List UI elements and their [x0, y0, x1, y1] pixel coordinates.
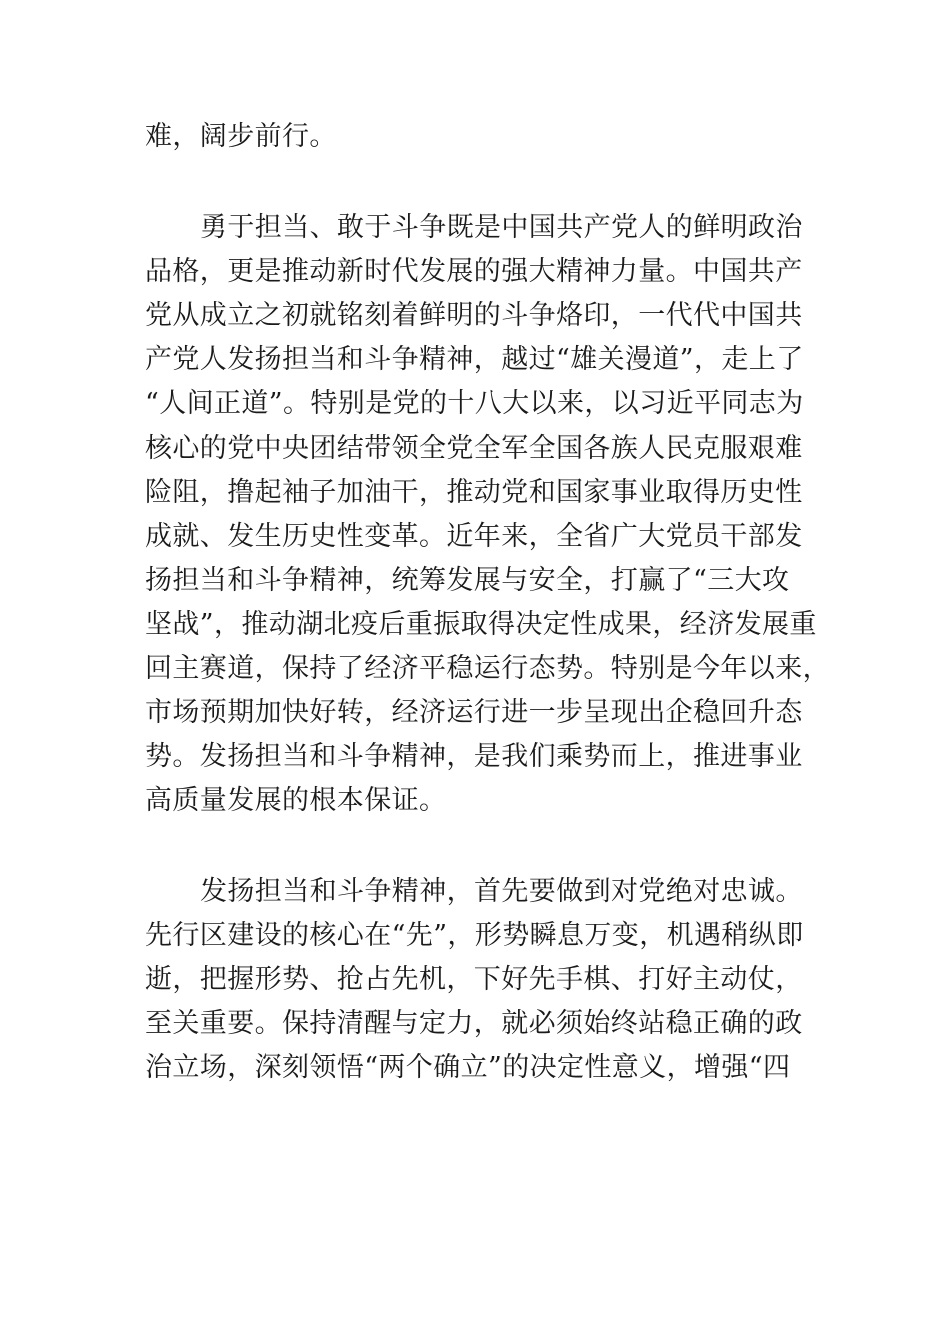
text-line: 难，阔步前行。 [145, 121, 337, 152]
text-line: 回主赛道，保持了经济平稳运行态势。特别是今年以来， [145, 653, 830, 684]
text-line: 治立场，深刻领悟“两个确立”的决定性意义，增强“四 [145, 1052, 791, 1083]
text-line: 市场预期加快好转，经济运行进一步呈现出企稳回升态 [145, 697, 803, 728]
text-line: 核心的党中央团结带领全党全军全国各族人民克服艰难 [145, 433, 803, 464]
text-line: 产党人发扬担当和斗争精神，越过“雄关漫道”，走上了 [145, 344, 804, 375]
paragraph-first-line: 发扬担当和斗争精神，首先要做到对党绝对忠诚。 [200, 876, 803, 907]
text-line: “人间正道”。特别是党的十八大以来，以习近平同志为 [145, 388, 804, 419]
text-line: 党从成立之初就铭刻着鲜明的斗争烙印，一代代中国共 [145, 300, 803, 331]
text-line: 先行区建设的核心在“先”，形势瞬息万变，机遇稍纵即 [145, 920, 804, 951]
text-line: 逝，把握形势、抢占先机，下好先手棋、打好主动仗， [145, 964, 803, 995]
text-line: 成就、发生历史性变革。近年来，全省广大党员干部发 [145, 521, 803, 552]
text-line: 至关重要。保持清醒与定力，就必须始终站稳正确的政 [145, 1008, 803, 1039]
paragraph-first-line: 勇于担当、敢于斗争既是中国共产党人的鲜明政治 [200, 212, 803, 243]
text-line: 扬担当和斗争精神，统筹发展与安全，打赢了“三大攻 [145, 565, 790, 596]
text-line: 险阻，撸起袖子加油干，推动党和国家事业取得历史性 [145, 477, 803, 508]
text-line: 势。发扬担当和斗争精神，是我们乘势而上，推进事业 [145, 741, 803, 772]
text-line: 高质量发展的根本保证。 [145, 785, 447, 816]
text-line: 品格，更是推动新时代发展的强大精神力量。中国共产 [145, 256, 803, 287]
text-line: 坚战”，推动湖北疫后重振取得决定性成果，经济发展重 [145, 609, 817, 640]
